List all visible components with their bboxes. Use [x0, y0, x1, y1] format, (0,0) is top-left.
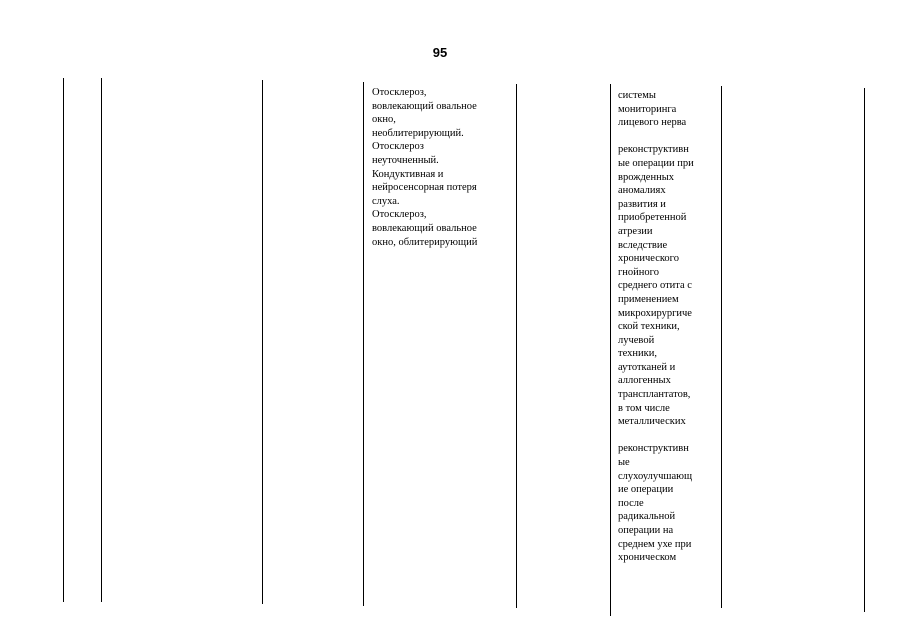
column-rule-3 — [262, 80, 263, 604]
method-line: ской техники, — [618, 321, 680, 333]
column-rule-4 — [363, 82, 364, 606]
diagnosis-line: Отосклероз, — [372, 209, 427, 221]
method-line: операции на — [618, 525, 674, 536]
method-line: аномалиях — [618, 185, 666, 197]
diagnosis-line: вовлекающий овальное — [372, 100, 477, 112]
method-line: врожденных — [618, 171, 674, 183]
method-cell — [618, 89, 694, 565]
method-line: аллогенных — [618, 375, 671, 387]
column-rule-6 — [610, 84, 611, 616]
column-rule-1 — [63, 78, 64, 602]
method-line: вследствие — [618, 239, 668, 251]
method-line: металлических — [618, 416, 686, 428]
method-line: развития и — [618, 198, 666, 210]
method-line: приобретенной — [618, 212, 687, 224]
column-rule-8 — [864, 88, 865, 612]
column-rule-7 — [721, 86, 722, 608]
method-line: хронического — [618, 253, 679, 265]
method-line: аутотканей и — [618, 361, 676, 373]
column-rule-2 — [101, 78, 102, 602]
method-line: микрохирургиче — [618, 307, 692, 319]
diagnosis-line: Кондуктивная и — [372, 168, 444, 180]
method-line: атрезии — [618, 225, 653, 237]
column-rule-5 — [516, 84, 517, 608]
diagnosis-line: Отосклероз — [372, 141, 424, 153]
method-line: среднего отита с — [618, 280, 692, 292]
method-line: техники, — [618, 348, 657, 360]
diagnosis-line: вовлекающий овальное — [372, 222, 477, 234]
method-line: среднем ухе при — [618, 538, 692, 550]
method-line: хроническом — [618, 552, 677, 564]
method-line: после — [618, 497, 644, 509]
diagnosis-line: неуточненный. — [372, 154, 439, 166]
method-line: слухоулучшающ — [618, 470, 693, 482]
method-line: реконструктивн — [618, 144, 689, 156]
method-line: ые операции при — [618, 157, 694, 169]
method-line: в том числе — [618, 402, 670, 414]
method-line: радикальной — [618, 511, 676, 523]
method-line: трансплантатов, — [618, 389, 691, 401]
page-number: 95 — [432, 45, 448, 60]
diagnosis-line: нейросенсорная потеря — [372, 182, 477, 194]
method-line: гнойного — [618, 266, 659, 278]
method-line: применением — [618, 293, 679, 305]
diagnosis-line: слуха. — [372, 195, 400, 207]
paragraph-gap — [618, 429, 694, 443]
diagnosis-line: окно, — [372, 114, 396, 126]
method-line: мониторинга — [618, 103, 677, 115]
diagnosis-line: необлитерирующий. — [372, 127, 464, 139]
method-line: ие операции — [618, 484, 674, 496]
diagnosis-cell — [372, 86, 477, 249]
diagnosis-line: окно, облитерирующий — [372, 236, 478, 248]
diagnosis-line: Отосклероз, — [372, 87, 427, 98]
method-line: системы — [618, 90, 656, 101]
method-line: ые — [618, 457, 630, 469]
method-line: реконструктивн — [618, 443, 689, 455]
method-line: лучевой — [618, 334, 655, 346]
paragraph-gap — [618, 130, 694, 144]
method-line: лицевого нерва — [618, 117, 687, 129]
